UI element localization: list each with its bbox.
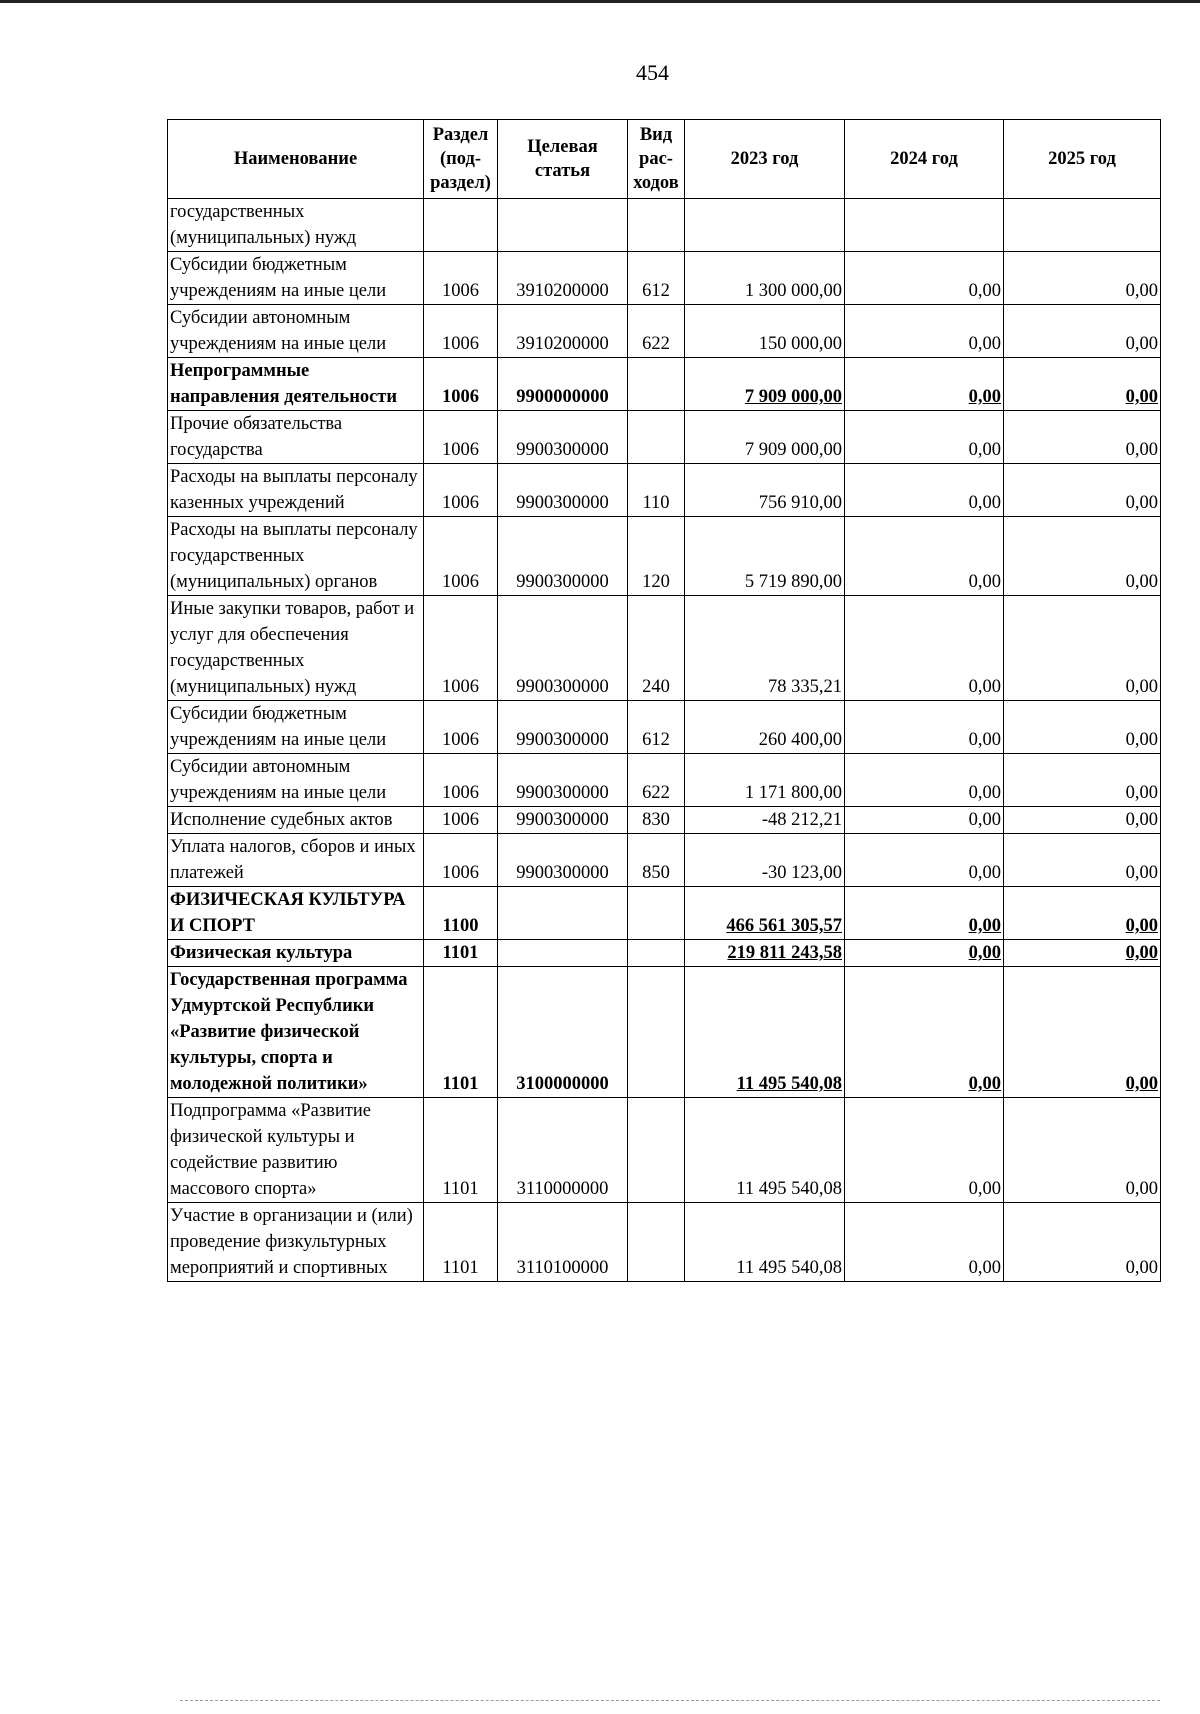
cell-section: 1101 <box>424 967 498 1098</box>
table-row <box>168 887 1161 940</box>
table-row <box>168 834 1161 887</box>
cell-2023: 756 910,00 <box>685 464 845 517</box>
cell-2025: 0,00 <box>1004 358 1161 411</box>
budget-table <box>167 119 1161 1282</box>
cell-name: Непрограммные направления деятельности <box>168 358 424 411</box>
cell-name: ФИЗИЧЕСКАЯ КУЛЬТУРА И СПОРТ <box>168 887 424 940</box>
cell-2024: 0,00 <box>845 807 1004 834</box>
cell-2024: 0,00 <box>845 967 1004 1098</box>
table-row <box>168 517 1161 596</box>
cell-target <box>498 887 628 940</box>
table-row <box>168 807 1161 834</box>
cell-2025: 0,00 <box>1004 754 1161 807</box>
cell-target: 9900300000 <box>498 411 628 464</box>
header-target: Целевая статья <box>498 120 628 199</box>
cell-expense-type: 612 <box>628 701 685 754</box>
table-row <box>168 464 1161 517</box>
cell-2025: 0,00 <box>1004 1203 1161 1282</box>
cell-section: 1006 <box>424 701 498 754</box>
cell-2024: 0,00 <box>845 887 1004 940</box>
cell-2023 <box>685 199 845 252</box>
cell-2025: 0,00 <box>1004 464 1161 517</box>
table-body <box>168 199 1161 1282</box>
cell-2023: 11 495 540,08 <box>685 967 845 1098</box>
cell-2023: -30 123,00 <box>685 834 845 887</box>
cell-expense-type <box>628 1098 685 1203</box>
cell-target: 3910200000 <box>498 305 628 358</box>
cell-section: 1006 <box>424 517 498 596</box>
cell-expense-type: 622 <box>628 305 685 358</box>
cell-section: 1101 <box>424 1098 498 1203</box>
cell-2025: 0,00 <box>1004 940 1161 967</box>
cell-2024: 0,00 <box>845 754 1004 807</box>
cell-2023: 7 909 000,00 <box>685 411 845 464</box>
cell-2024: 0,00 <box>845 517 1004 596</box>
cell-2025: 0,00 <box>1004 887 1161 940</box>
table-row <box>168 596 1161 701</box>
cell-2024: 0,00 <box>845 252 1004 305</box>
cell-2023: 466 561 305,57 <box>685 887 845 940</box>
cell-expense-type: 110 <box>628 464 685 517</box>
cell-section: 1101 <box>424 940 498 967</box>
cell-target: 3110000000 <box>498 1098 628 1203</box>
cell-expense-type <box>628 411 685 464</box>
cell-target <box>498 940 628 967</box>
cell-section: 1101 <box>424 1203 498 1282</box>
top-border-line <box>0 0 1200 3</box>
header-row <box>168 120 1161 199</box>
cell-2023: 1 300 000,00 <box>685 252 845 305</box>
cell-2025: 0,00 <box>1004 1098 1161 1203</box>
header-section: Раздел (под-раздел) <box>424 120 498 199</box>
cell-expense-type <box>628 1203 685 1282</box>
cell-section: 1006 <box>424 411 498 464</box>
cell-2024: 0,00 <box>845 596 1004 701</box>
cell-2025: 0,00 <box>1004 701 1161 754</box>
cell-2025: 0,00 <box>1004 411 1161 464</box>
table-header <box>168 120 1161 199</box>
cell-2023: 78 335,21 <box>685 596 845 701</box>
cell-target: 9900300000 <box>498 807 628 834</box>
table-row <box>168 305 1161 358</box>
header-2025: 2025 год <box>1004 120 1161 199</box>
cell-2024: 0,00 <box>845 701 1004 754</box>
cell-target: 3910200000 <box>498 252 628 305</box>
table-row <box>168 358 1161 411</box>
table-row <box>168 754 1161 807</box>
cell-expense-type: 612 <box>628 252 685 305</box>
cell-section: 1006 <box>424 807 498 834</box>
cell-2023: 260 400,00 <box>685 701 845 754</box>
cell-section <box>424 199 498 252</box>
header-name: Наименование <box>168 120 424 199</box>
cell-2024: 0,00 <box>845 358 1004 411</box>
cell-expense-type: 120 <box>628 517 685 596</box>
cell-2025: 0,00 <box>1004 252 1161 305</box>
cell-name: Субсидии автономным учреждениям на иные цели <box>168 305 424 358</box>
cell-target: 9900000000 <box>498 358 628 411</box>
cell-2023: 11 495 540,08 <box>685 1203 845 1282</box>
header-2024: 2024 год <box>845 120 1004 199</box>
cell-name: Государственная программа Удмуртской Республики «Развитие физической культуры, спорта и молодежной политики» <box>168 967 424 1098</box>
cell-name: Расходы на выплаты персоналу государственных (муниципальных) органов <box>168 517 424 596</box>
table-row <box>168 701 1161 754</box>
cell-2023: 219 811 243,58 <box>685 940 845 967</box>
table-row <box>168 967 1161 1098</box>
header-expense-type: Вид рас-ходов <box>628 120 685 199</box>
cell-target: 9900300000 <box>498 517 628 596</box>
cell-2025: 0,00 <box>1004 596 1161 701</box>
cell-expense-type: 830 <box>628 807 685 834</box>
cell-name: Субсидии бюджетным учреждениям на иные цели <box>168 252 424 305</box>
cell-section: 1006 <box>424 464 498 517</box>
cell-target <box>498 199 628 252</box>
cell-name: Расходы на выплаты персоналу казенных учреждений <box>168 464 424 517</box>
cell-expense-type <box>628 967 685 1098</box>
cell-2024: 0,00 <box>845 305 1004 358</box>
cell-name: Подпрограмма «Развитие физической культуры и содействие развитию массового спорта» <box>168 1098 424 1203</box>
table-row <box>168 199 1161 252</box>
cell-name: Уплата налогов, сборов и иных платежей <box>168 834 424 887</box>
cell-section: 1006 <box>424 252 498 305</box>
cell-2024: 0,00 <box>845 834 1004 887</box>
cell-2024 <box>845 199 1004 252</box>
cell-expense-type <box>628 199 685 252</box>
table-row <box>168 940 1161 967</box>
table-row <box>168 1098 1161 1203</box>
header-2023: 2023 год <box>685 120 845 199</box>
cell-section: 1006 <box>424 754 498 807</box>
cell-2025 <box>1004 199 1161 252</box>
cell-2023: -48 212,21 <box>685 807 845 834</box>
table-row <box>168 1203 1161 1282</box>
cell-target: 9900300000 <box>498 834 628 887</box>
cell-name: Участие в организации и (или) проведение физкультурных мероприятий и спортивных <box>168 1203 424 1282</box>
cell-section: 1006 <box>424 596 498 701</box>
cell-expense-type <box>628 887 685 940</box>
page-number: 454 <box>636 60 669 85</box>
cell-section: 1006 <box>424 834 498 887</box>
cell-expense-type: 622 <box>628 754 685 807</box>
cell-2025: 0,00 <box>1004 305 1161 358</box>
cell-2025: 0,00 <box>1004 834 1161 887</box>
cell-name: Субсидии бюджетным учреждениям на иные цели <box>168 701 424 754</box>
cell-target: 3100000000 <box>498 967 628 1098</box>
cell-section: 1100 <box>424 887 498 940</box>
table-row <box>168 252 1161 305</box>
cell-name: Прочие обязательства государства <box>168 411 424 464</box>
cell-2024: 0,00 <box>845 411 1004 464</box>
cell-expense-type: 240 <box>628 596 685 701</box>
cell-2024: 0,00 <box>845 1203 1004 1282</box>
cell-expense-type <box>628 358 685 411</box>
cell-2024: 0,00 <box>845 940 1004 967</box>
table-row <box>168 411 1161 464</box>
cell-2023: 7 909 000,00 <box>685 358 845 411</box>
cell-target: 3110100000 <box>498 1203 628 1282</box>
cell-name: государственных (муниципальных) нужд <box>168 199 424 252</box>
cell-2023: 11 495 540,08 <box>685 1098 845 1203</box>
cell-target: 9900300000 <box>498 754 628 807</box>
cell-2024: 0,00 <box>845 1098 1004 1203</box>
cell-2023: 150 000,00 <box>685 305 845 358</box>
cell-section: 1006 <box>424 305 498 358</box>
cell-name: Субсидии автономным учреждениям на иные цели <box>168 754 424 807</box>
cell-name: Иные закупки товаров, работ и услуг для обеспечения государственных (муниципальных) нужд <box>168 596 424 701</box>
cell-target: 9900300000 <box>498 596 628 701</box>
cell-target: 9900300000 <box>498 701 628 754</box>
cell-2023: 1 171 800,00 <box>685 754 845 807</box>
cell-section: 1006 <box>424 358 498 411</box>
cell-name: Исполнение судебных актов <box>168 807 424 834</box>
cell-2025: 0,00 <box>1004 967 1161 1098</box>
scan-edge-line <box>180 1700 1160 1703</box>
cell-expense-type <box>628 940 685 967</box>
cell-name: Физическая культура <box>168 940 424 967</box>
cell-expense-type: 850 <box>628 834 685 887</box>
cell-2025: 0,00 <box>1004 517 1161 596</box>
cell-2025: 0,00 <box>1004 807 1161 834</box>
cell-2023: 5 719 890,00 <box>685 517 845 596</box>
cell-target: 9900300000 <box>498 464 628 517</box>
cell-2024: 0,00 <box>845 464 1004 517</box>
